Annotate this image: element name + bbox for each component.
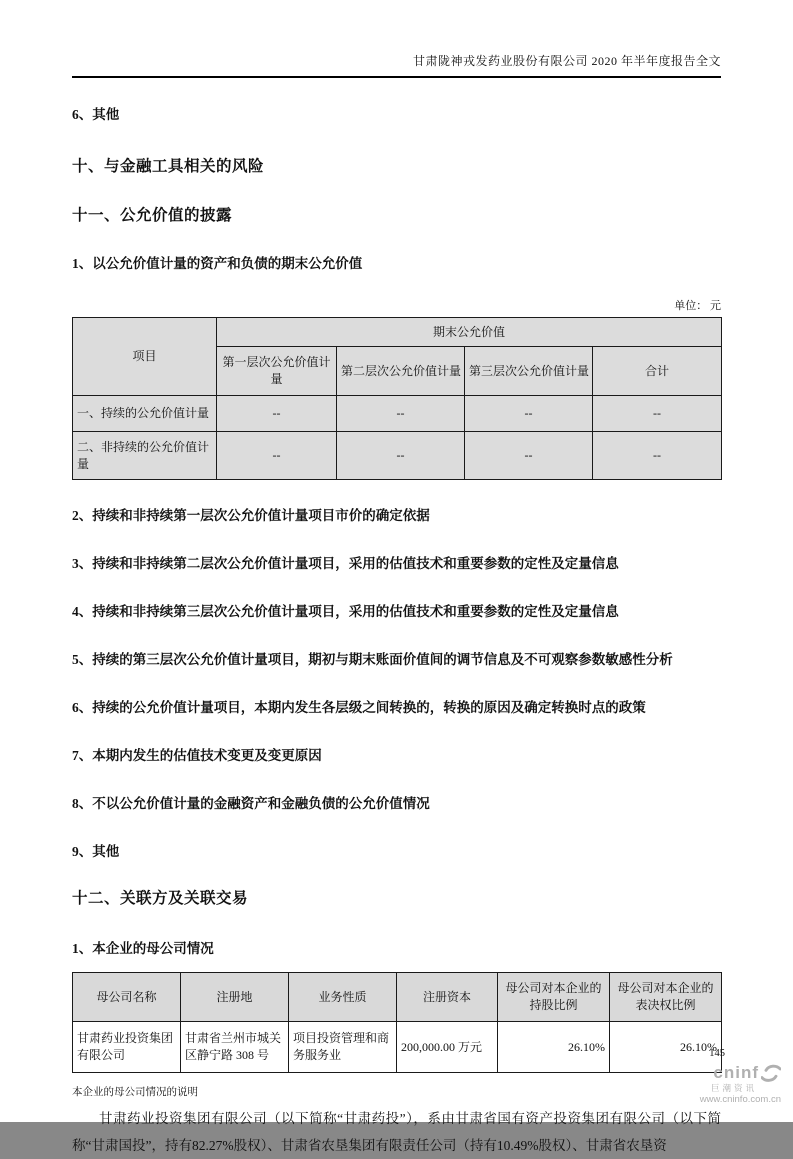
cninfo-swirl-icon bbox=[761, 1064, 781, 1083]
table-row bbox=[73, 432, 722, 480]
table-cell-row-label: 一、持续的公允价值计量 bbox=[73, 396, 217, 432]
table-cell: -- bbox=[217, 396, 337, 432]
heading-item-1-parent-company: 1、本企业的母公司情况 bbox=[72, 941, 214, 956]
table-cell: -- bbox=[337, 432, 465, 480]
table-cell-row-label: 二、非持续的公允价值计量 bbox=[73, 432, 217, 480]
parent-company-note-title: 本企业的母公司情况的说明 bbox=[72, 1087, 198, 1098]
page-number: 145 bbox=[709, 1048, 725, 1059]
heading-section-10-financial-instrument-risk: 十、与金融工具相关的风险 bbox=[72, 158, 265, 175]
heading-section-11-fair-value-disclosure: 十一、公允价值的披露 bbox=[72, 207, 233, 224]
table-cell: -- bbox=[465, 432, 593, 480]
fair-value-table bbox=[72, 317, 722, 480]
table-header-voting-ratio: 母公司对本企业的表决权比例 bbox=[610, 973, 722, 1022]
heading-item-4: 4、持续和非持续第三层次公允价值计量项目，采用的估值技术和重要参数的定性及定量信息 bbox=[72, 604, 619, 619]
heading-item-3: 3、持续和非持续第二层次公允价值计量项目，采用的估值技术和重要参数的定性及定量信息 bbox=[72, 556, 619, 571]
heading-item-7: 7、本期内发生的估值技术变更及变更原因 bbox=[72, 748, 322, 763]
cninfo-wordmark: cninf bbox=[713, 1063, 759, 1083]
table-cell-voting-ratio: 26.10% bbox=[610, 1022, 722, 1073]
cninfo-logo bbox=[700, 1064, 781, 1106]
table-row bbox=[73, 396, 722, 432]
document-header-title: 甘肃陇神戎发药业股份有限公司 2020 年半年度报告全文 bbox=[72, 52, 721, 78]
parent-company-note-paragraph: 甘肃药业投资集团有限公司（以下简称“甘肃药投”），系由甘肃省国有资产投资集团有限公司（以下简称“甘肃国投”，持有82.27%股权）、甘肃省农垦集团有限责任公司（持有10.49%股权）、甘肃省农垦资 bbox=[72, 1111, 721, 1153]
cninfo-website-url: www.cninfo.com.cn bbox=[699, 1094, 781, 1106]
table-header-total: 合计 bbox=[593, 347, 722, 396]
heading-item-8: 8、不以公允价值计量的金融资产和金融负债的公允价值情况 bbox=[72, 796, 430, 811]
cninfo-chinese-name: 巨潮资讯 bbox=[710, 1083, 757, 1093]
heading-item-5: 5、持续的第三层次公允价值计量项目，期初与期末账面价值间的调节信息及不可观察参数敏感性分析 bbox=[72, 652, 673, 667]
table-header-level1: 第一层次公允价值计量 bbox=[217, 347, 337, 396]
table-cell-shareholding-ratio: 26.10% bbox=[498, 1022, 610, 1073]
table-header-registered-capital: 注册资本 bbox=[397, 973, 498, 1022]
table-cell: -- bbox=[337, 396, 465, 432]
table-cell: -- bbox=[465, 396, 593, 432]
table-row bbox=[73, 318, 722, 347]
unit-label: 单位： 元 bbox=[674, 300, 721, 312]
heading-item-9-other: 9、其他 bbox=[72, 844, 120, 859]
table-row bbox=[73, 973, 722, 1022]
table-header-shareholding-ratio: 母公司对本企业的持股比例 bbox=[498, 973, 610, 1022]
heading-item-6-other: 6、其他 bbox=[72, 107, 120, 122]
table-header-registered-address: 注册地 bbox=[181, 973, 289, 1022]
table-row bbox=[73, 1022, 722, 1073]
table-cell: -- bbox=[593, 396, 722, 432]
heading-item-1-fair-value: 1、以公允价值计量的资产和负债的期末公允价值 bbox=[72, 256, 363, 271]
table-cell-registered-address: 甘肃省兰州市城关区静宁路 308 号 bbox=[181, 1022, 289, 1073]
table-header-period-end-fair-value: 期末公允价值 bbox=[217, 318, 722, 347]
table-header-business-nature: 业务性质 bbox=[289, 973, 397, 1022]
table-header-level3: 第三层次公允价值计量 bbox=[465, 347, 593, 396]
table-header-item: 项目 bbox=[73, 318, 217, 396]
table-header-parent-name: 母公司名称 bbox=[73, 973, 181, 1022]
table-cell: -- bbox=[593, 432, 722, 480]
parent-company-table bbox=[72, 972, 722, 1073]
table-cell-parent-name: 甘肃药业投资集团有限公司 bbox=[73, 1022, 181, 1073]
table-cell-registered-capital: 200,000.00 万元 bbox=[397, 1022, 498, 1073]
table-cell-business-nature: 项目投资管理和商务服务业 bbox=[289, 1022, 397, 1073]
heading-item-6: 6、持续的公允价值计量项目，本期内发生各层级之间转换的，转换的原因及确定转换时点的政策 bbox=[72, 700, 646, 715]
table-cell: -- bbox=[217, 432, 337, 480]
heading-item-2: 2、持续和非持续第一层次公允价值计量项目市价的确定依据 bbox=[72, 508, 430, 523]
table-header-level2: 第二层次公允价值计量 bbox=[337, 347, 465, 396]
heading-section-12-related-parties: 十二、关联方及关联交易 bbox=[72, 890, 249, 907]
